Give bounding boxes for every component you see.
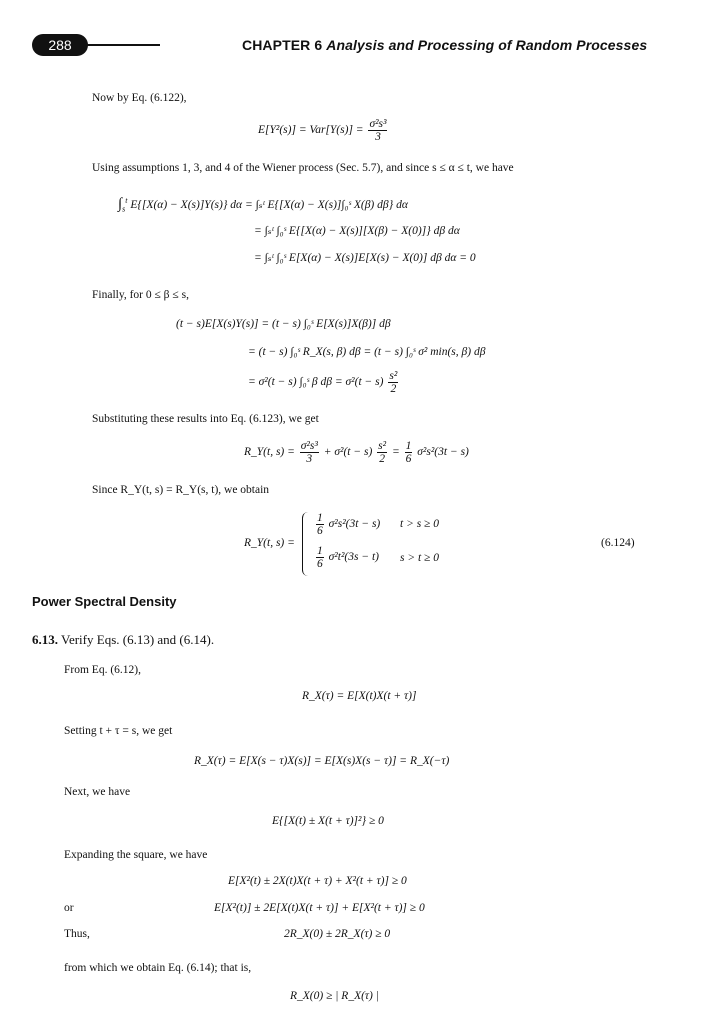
equation-4-equals: =: [391, 446, 400, 459]
paragraph-10: or: [64, 902, 74, 914]
equation-6: R_X(τ) = E[X(t)X(t + τ)]: [302, 690, 417, 702]
equation-4-lhs: R_Y(t, s) =: [244, 446, 295, 459]
equation-label: (6.124): [601, 537, 635, 549]
equation-5-case-2-den: 6: [317, 558, 323, 570]
equation-1-lhs: E[Y²(s)] = Var[Y(s)] =: [258, 124, 364, 137]
equation-5-case-1-condition: t > s ≥ 0: [400, 518, 439, 530]
problem-heading: [32, 632, 214, 648]
equation-4-f2-den: 2: [379, 453, 386, 465]
equation-5-lhs: R_Y(t, s) =: [244, 537, 295, 549]
equation-4-fraction-1: [300, 440, 319, 465]
header-rule: [86, 44, 160, 46]
equation-4-fraction-3: [405, 440, 413, 465]
equation-2-line-2: = ∫ₛᵗ ∫₀ˢ E{[X(α) − X(s)][X(β) − X(0)]} dβ dα: [254, 225, 460, 237]
piecewise-brace: [302, 512, 311, 576]
equation-5-case-1-den: 6: [317, 525, 323, 537]
equation-5-case-1-num: 1: [317, 512, 323, 524]
equation-4-fraction-2: [377, 440, 387, 465]
paragraph-11: Thus,: [64, 928, 90, 940]
problem-number: 6.13.: [32, 632, 58, 647]
equation-5-case-2: [314, 545, 379, 570]
chapter-title-text: Analysis and Processing of Random Processes: [326, 37, 648, 53]
equation-1: [258, 118, 389, 143]
equation-3-den: 2: [390, 383, 397, 395]
problem-text: Verify Eqs. (6.13) and (6.14).: [61, 632, 215, 647]
paragraph-8: Next, we have: [64, 786, 131, 798]
equation-1-fraction: [368, 118, 387, 143]
equation-4-f1-num: σ²s³: [300, 440, 318, 452]
equation-2-line-3: = ∫ₛᵗ ∫₀ˢ E[X(α) − X(s)]E[X(s) − X(0)] dβ dα = 0: [254, 252, 476, 264]
equation-11: 2R_X(0) ± 2R_X(τ) ≥ 0: [284, 928, 391, 940]
equation-5-case-1: [314, 512, 380, 537]
chapter-title: [242, 37, 647, 53]
equation-4-f1-den: 3: [306, 453, 313, 465]
equation-3-num: s²: [389, 370, 398, 382]
equation-3-line-3-text: = σ²(t − s) ∫₀ˢ β dβ = σ²(t − s): [248, 376, 384, 389]
equation-4: [244, 440, 469, 465]
equation-12: R_X(0) ≥ | R_X(τ) |: [290, 990, 379, 1002]
paragraph-4: Substituting these results into Eq. (6.123), we get: [92, 413, 319, 425]
equation-4-f2-num: s²: [378, 440, 387, 452]
paragraph-9: Expanding the square, we have: [64, 849, 208, 861]
chapter-label: CHAPTER 6: [242, 37, 323, 53]
page-number-badge: 288: [32, 34, 88, 56]
paragraph-7: Setting t + τ = s, we get: [64, 725, 173, 737]
equation-5-case-1-expr: σ²s²(3t − s): [328, 518, 381, 531]
equation-5-case-2-fraction: [316, 545, 324, 570]
equation-9: E[X²(t) ± 2X(t)X(t + τ) + X²(t + τ)] ≥ 0: [228, 875, 407, 887]
paragraph-5: Since R_Y(t, s) = R_Y(s, t), we obtain: [92, 484, 270, 496]
equation-1-den: 3: [375, 131, 381, 143]
paragraph-6: From Eq. (6.12),: [64, 664, 141, 676]
equation-5-case-2-condition: s > t ≥ 0: [400, 552, 439, 564]
equation-2-line-1: $\int_s^t$ E{[X(α) − X(s)]Y(s)} dα = ∫ₛᵗ E{[X(α) − X(s)]∫₀ˢ X(β) dβ} dα: [118, 196, 408, 214]
equation-5-case-2-num: 1: [317, 545, 323, 557]
equation-3-line-2: = (t − s) ∫₀ˢ R_X(s, β) dβ = (t − s) ∫₀ˢ σ² min(s, β) dβ: [248, 346, 486, 358]
paragraph-1: Now by Eq. (6.122),: [92, 92, 187, 104]
equation-4-middle: + σ²(t − s): [323, 446, 373, 459]
section-title: Power Spectral Density: [32, 594, 177, 609]
paragraph-2: Using assumptions 1, 3, and 4 of the Wiener process (Sec. 5.7), and since s ≤ α ≤ t, we have: [92, 162, 514, 174]
equation-3-line-3: [248, 370, 400, 395]
equation-3-line-1: (t − s)E[X(s)Y(s)] = (t − s) ∫₀ˢ E[X(s)]X(β)] dβ: [176, 318, 391, 330]
equation-3-fraction: [388, 370, 398, 395]
paragraph-12: from which we obtain Eq. (6.14); that is,: [64, 962, 252, 974]
equation-1-num: σ²s³: [369, 118, 387, 130]
equation-5-case-1-fraction: [316, 512, 324, 537]
equation-5-case-2-expr: σ²t²(3s − t): [328, 551, 379, 564]
equation-10: E[X²(t)] ± 2E[X(t)X(t + τ)] + E[X²(t + τ)] ≥ 0: [214, 902, 425, 914]
equation-8: E{[X(t) ± X(t + τ)]²} ≥ 0: [272, 815, 384, 827]
equation-4-f3-den: 6: [405, 453, 412, 465]
equation-4-f3-num: 1: [405, 440, 412, 452]
paragraph-3: Finally, for 0 ≤ β ≤ s,: [92, 289, 189, 301]
equation-4-tail: σ²s²(3t − s): [417, 446, 469, 459]
equation-7: R_X(τ) = E[X(s − τ)X(s)] = E[X(s)X(s − τ)] = R_X(−τ): [194, 755, 450, 767]
integral-sign: ∫: [118, 196, 123, 212]
